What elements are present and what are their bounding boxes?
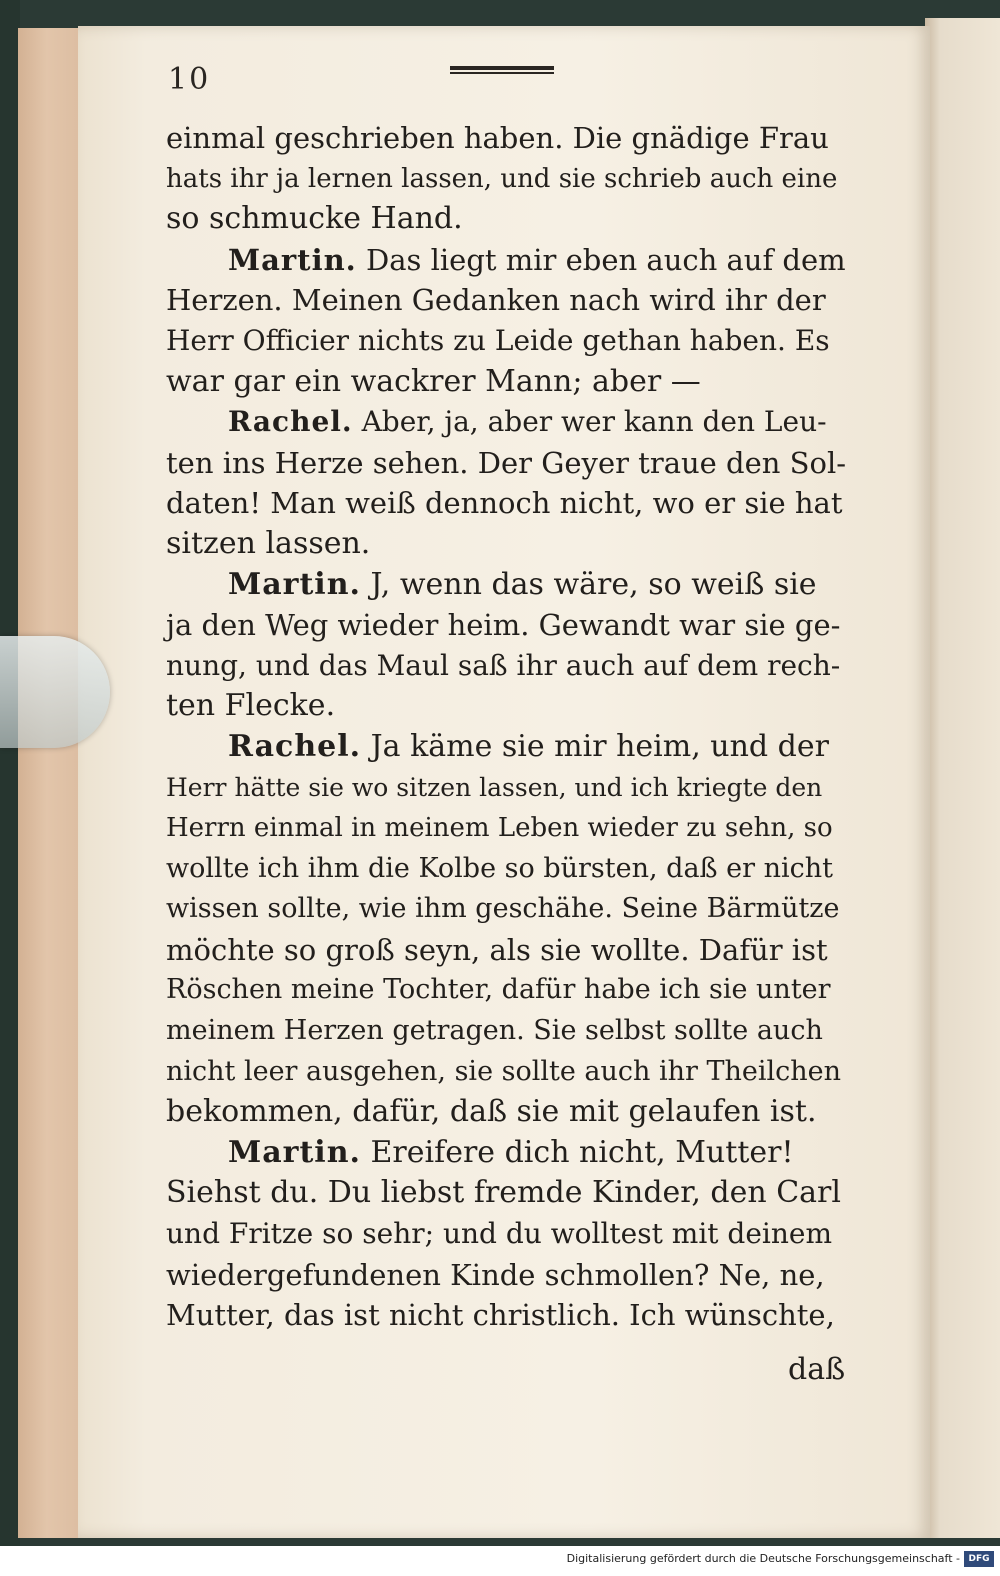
dfg-logo: DFG <box>964 1551 994 1567</box>
line-text: Ereifere dich nicht, Mutter! <box>370 1134 794 1170</box>
text-line <box>166 199 846 240</box>
text-line <box>166 1011 846 1052</box>
line-text: sitzen lassen. <box>166 525 371 561</box>
text-line <box>166 646 846 687</box>
line-text: ten Flecke. <box>166 688 336 724</box>
line-text: nicht leer ausgehen, sie sollte auch ihr Theilchen <box>166 1055 842 1087</box>
text-line <box>166 280 846 321</box>
line-text: Herr Officier nichts zu Leide gethan haben. Es <box>166 323 830 357</box>
scan-background <box>0 0 20 1576</box>
text-line <box>166 524 846 565</box>
text-line <box>166 118 846 159</box>
line-text: Röschen meine Tochter, dafür habe ich sie unter <box>166 974 831 1006</box>
line-text: wollte ich ihm die Kolbe so bürsten, daß er nicht <box>166 852 834 884</box>
line-text: meinem Herzen getragen. Sie selbst sollte auch <box>166 1015 823 1047</box>
text-line <box>166 483 846 524</box>
funding-credit: Digitalisierung gefördert durch die Deutsche Forschungsgemeinschaft - <box>566 1552 960 1565</box>
text-line <box>166 808 846 849</box>
catchword: daß <box>788 1352 846 1387</box>
text-line <box>166 1092 846 1133</box>
line-text: möchte so groß seyn, als sie wollte. Dafür ist <box>166 932 828 967</box>
speaker-name: Rachel. <box>228 728 362 764</box>
text-line <box>166 1052 846 1093</box>
line-text: J, wenn das wäre, so weiß sie <box>370 566 817 602</box>
text-line <box>166 240 846 281</box>
text-line <box>166 889 846 930</box>
speaker-name: Martin. <box>228 1134 361 1170</box>
line-text: wissen sollte, wie ihm geschähe. Seine Bärmütze <box>166 893 840 925</box>
line-text: bekommen, dafür, daß sie mit gelaufen ist. <box>166 1094 817 1130</box>
text-line <box>166 1295 846 1336</box>
line-text: und Fritze so sehr; und du wolltest mit deinem <box>166 1217 833 1251</box>
line-text: daten! Man weiß dennoch nicht, wo er sie hat <box>166 486 843 521</box>
line-text: Ja käme sie mir heim, und der <box>370 728 829 764</box>
text-line <box>166 402 846 443</box>
line-text: so schmucke Hand. <box>166 201 463 237</box>
text-line <box>166 686 846 727</box>
line-text: hats ihr ja lernen lassen, und sie schrieb auch eine <box>166 163 838 194</box>
line-text: Das liegt mir eben auch auf dem <box>365 242 846 277</box>
line-text: Herzen. Meinen Gedanken nach wird ihr der <box>166 283 826 318</box>
text-line <box>166 321 846 362</box>
speaker-name: Martin. <box>228 242 357 277</box>
line-text: Mutter, das ist nicht christlich. Ich wünschte, <box>166 1298 835 1333</box>
line-text: Herrn einmal in meinem Leben wieder zu sehn, so <box>166 813 833 844</box>
text-line <box>166 565 846 606</box>
text-line <box>166 768 846 809</box>
text-line <box>166 159 846 200</box>
page-text <box>166 118 846 1336</box>
text-line <box>166 930 846 971</box>
speaker-name: Rachel. <box>228 405 353 439</box>
line-text: wiedergefundenen Kinde schmollen? Ne, ne, <box>166 1257 825 1292</box>
line-text: Herr hätte sie wo sitzen lassen, und ich kriegte den <box>166 772 823 802</box>
facing-page-edge <box>925 18 1000 1538</box>
header-ornament-rule <box>450 66 554 74</box>
text-line <box>166 1255 846 1296</box>
text-line <box>166 1173 846 1214</box>
text-line <box>166 849 846 890</box>
bookmark-clip <box>0 636 110 748</box>
text-line <box>166 1133 846 1174</box>
line-text: einmal geschrieben haben. Die gnädige Frau <box>166 121 829 155</box>
line-text: nung, und das Maul saß ihr auch auf dem rech- <box>166 648 841 682</box>
text-line <box>166 1214 846 1255</box>
text-line <box>166 605 846 646</box>
text-line <box>166 362 846 403</box>
page-number: 10 <box>168 62 211 97</box>
line-text: Aber, ja, aber wer kann den Leu- <box>361 405 827 439</box>
line-text: war gar ein wackrer Mann; aber — <box>166 363 701 399</box>
speaker-name: Martin. <box>228 566 361 602</box>
text-line <box>166 970 846 1011</box>
footer-bar <box>0 1546 1000 1576</box>
line-text: ten ins Herze sehen. Der Geyer traue den Sol- <box>166 445 847 480</box>
text-line <box>166 443 846 484</box>
line-text: ja den Weg wieder heim. Gewandt war sie ge- <box>166 608 841 643</box>
text-line <box>166 727 846 768</box>
line-text: Siehst du. Du liebst fremde Kinder, den Carl <box>166 1175 841 1211</box>
